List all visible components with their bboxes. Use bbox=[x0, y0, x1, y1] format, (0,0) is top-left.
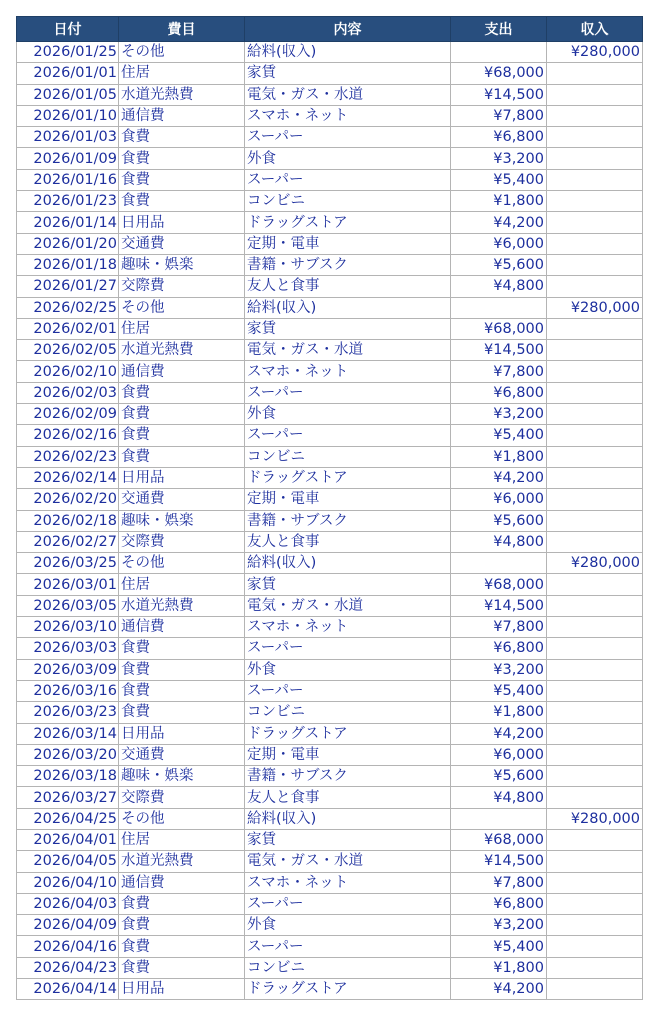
date-cell[interactable]: 2026/02/03 bbox=[17, 382, 119, 403]
description-cell[interactable]: コンビニ bbox=[245, 957, 451, 978]
expense-cell[interactable]: ¥5,600 bbox=[451, 766, 547, 787]
description-cell[interactable]: 友人と食事 bbox=[245, 531, 451, 552]
income-cell[interactable] bbox=[547, 191, 643, 212]
income-cell[interactable] bbox=[547, 979, 643, 1000]
date-cell[interactable]: 2026/02/16 bbox=[17, 425, 119, 446]
category-cell[interactable]: 趣味・娯楽 bbox=[119, 254, 245, 275]
category-cell[interactable]: 水道光熱費 bbox=[119, 595, 245, 616]
table-row bbox=[17, 127, 643, 148]
date-cell[interactable]: 2026/02/23 bbox=[17, 446, 119, 467]
category-cell[interactable]: 住居 bbox=[119, 829, 245, 850]
date-cell[interactable]: 2026/02/18 bbox=[17, 510, 119, 531]
income-cell[interactable] bbox=[547, 680, 643, 701]
income-cell[interactable] bbox=[547, 318, 643, 339]
table-row bbox=[17, 297, 643, 318]
description-cell[interactable]: スマホ・ネット bbox=[245, 105, 451, 126]
expense-cell[interactable]: ¥7,800 bbox=[451, 617, 547, 638]
table-body bbox=[17, 42, 643, 1000]
expense-cell[interactable]: ¥14,500 bbox=[451, 84, 547, 105]
table-row bbox=[17, 510, 643, 531]
expense-cell[interactable]: ¥1,800 bbox=[451, 702, 547, 723]
expense-cell[interactable]: ¥7,800 bbox=[451, 361, 547, 382]
date-cell[interactable]: 2026/03/01 bbox=[17, 574, 119, 595]
expense-cell[interactable]: ¥14,500 bbox=[451, 851, 547, 872]
table-row bbox=[17, 766, 643, 787]
category-cell[interactable]: 交際費 bbox=[119, 276, 245, 297]
date-cell[interactable]: 2026/01/09 bbox=[17, 148, 119, 169]
expense-cell[interactable] bbox=[451, 42, 547, 63]
expense-cell[interactable]: ¥6,000 bbox=[451, 233, 547, 254]
table-row bbox=[17, 574, 643, 595]
table-row bbox=[17, 638, 643, 659]
income-cell[interactable] bbox=[547, 957, 643, 978]
date-cell[interactable]: 2026/01/25 bbox=[17, 42, 119, 63]
expense-cell[interactable]: ¥4,200 bbox=[451, 979, 547, 1000]
category-cell[interactable]: 食費 bbox=[119, 148, 245, 169]
category-cell[interactable]: その他 bbox=[119, 42, 245, 63]
income-cell[interactable] bbox=[547, 276, 643, 297]
income-cell[interactable] bbox=[547, 467, 643, 488]
header-description[interactable]: 内容 bbox=[245, 17, 451, 42]
date-cell[interactable]: 2026/04/14 bbox=[17, 979, 119, 1000]
description-cell[interactable]: 家賃 bbox=[245, 829, 451, 850]
table-row bbox=[17, 254, 643, 275]
category-cell[interactable]: その他 bbox=[119, 553, 245, 574]
description-cell[interactable]: 電気・ガス・水道 bbox=[245, 340, 451, 361]
expense-cell[interactable]: ¥1,800 bbox=[451, 957, 547, 978]
date-cell[interactable]: 2026/01/05 bbox=[17, 84, 119, 105]
date-cell[interactable]: 2026/04/05 bbox=[17, 851, 119, 872]
table-row bbox=[17, 936, 643, 957]
income-cell[interactable] bbox=[547, 382, 643, 403]
table-row bbox=[17, 808, 643, 829]
expense-cell[interactable]: ¥6,800 bbox=[451, 893, 547, 914]
table-row bbox=[17, 489, 643, 510]
date-cell[interactable]: 2026/03/27 bbox=[17, 787, 119, 808]
table-row bbox=[17, 361, 643, 382]
category-cell[interactable]: 日用品 bbox=[119, 467, 245, 488]
table-row bbox=[17, 744, 643, 765]
description-cell[interactable]: 友人と食事 bbox=[245, 787, 451, 808]
table-row bbox=[17, 212, 643, 233]
date-cell[interactable]: 2026/03/05 bbox=[17, 595, 119, 616]
expense-cell[interactable]: ¥5,600 bbox=[451, 510, 547, 531]
table-row bbox=[17, 957, 643, 978]
category-cell[interactable]: 食費 bbox=[119, 127, 245, 148]
income-cell[interactable] bbox=[547, 404, 643, 425]
description-cell[interactable]: 定期・電車 bbox=[245, 233, 451, 254]
expense-cell[interactable]: ¥6,800 bbox=[451, 638, 547, 659]
category-cell[interactable]: 趣味・娯楽 bbox=[119, 510, 245, 531]
date-cell[interactable]: 2026/02/10 bbox=[17, 361, 119, 382]
expense-cell[interactable]: ¥7,800 bbox=[451, 105, 547, 126]
table-row bbox=[17, 404, 643, 425]
description-cell[interactable]: 外食 bbox=[245, 659, 451, 680]
income-cell[interactable] bbox=[547, 84, 643, 105]
description-cell[interactable]: 書籍・サブスク bbox=[245, 766, 451, 787]
description-cell[interactable]: コンビニ bbox=[245, 702, 451, 723]
income-cell[interactable] bbox=[547, 531, 643, 552]
category-cell[interactable]: 交通費 bbox=[119, 489, 245, 510]
category-cell[interactable]: 通信費 bbox=[119, 617, 245, 638]
category-cell[interactable]: 趣味・娯楽 bbox=[119, 766, 245, 787]
date-cell[interactable]: 2026/01/03 bbox=[17, 127, 119, 148]
income-cell[interactable] bbox=[547, 829, 643, 850]
expense-cell[interactable]: ¥6,800 bbox=[451, 382, 547, 403]
category-cell[interactable]: 食費 bbox=[119, 915, 245, 936]
category-cell[interactable]: 食費 bbox=[119, 936, 245, 957]
table-row bbox=[17, 829, 643, 850]
description-cell[interactable]: 家賃 bbox=[245, 574, 451, 595]
table-row bbox=[17, 63, 643, 84]
description-cell[interactable]: スマホ・ネット bbox=[245, 617, 451, 638]
expense-cell[interactable]: ¥4,800 bbox=[451, 787, 547, 808]
expense-cell[interactable]: ¥68,000 bbox=[451, 318, 547, 339]
date-cell[interactable]: 2026/03/10 bbox=[17, 617, 119, 638]
date-cell[interactable]: 2026/02/27 bbox=[17, 531, 119, 552]
description-cell[interactable]: 給料(収入) bbox=[245, 42, 451, 63]
category-cell[interactable]: 食費 bbox=[119, 702, 245, 723]
table-row bbox=[17, 382, 643, 403]
category-cell[interactable]: 通信費 bbox=[119, 105, 245, 126]
income-cell[interactable]: ¥280,000 bbox=[547, 808, 643, 829]
description-cell[interactable]: 家賃 bbox=[245, 63, 451, 84]
income-cell[interactable] bbox=[547, 659, 643, 680]
date-cell[interactable]: 2026/04/16 bbox=[17, 936, 119, 957]
expense-cell[interactable]: ¥1,800 bbox=[451, 191, 547, 212]
income-cell[interactable] bbox=[547, 340, 643, 361]
description-cell[interactable]: スーパー bbox=[245, 680, 451, 701]
date-cell[interactable]: 2026/02/05 bbox=[17, 340, 119, 361]
income-cell[interactable] bbox=[547, 872, 643, 893]
table-row bbox=[17, 148, 643, 169]
table-row bbox=[17, 531, 643, 552]
income-cell[interactable] bbox=[547, 361, 643, 382]
income-cell[interactable] bbox=[547, 638, 643, 659]
date-cell[interactable]: 2026/01/27 bbox=[17, 276, 119, 297]
income-cell[interactable] bbox=[547, 617, 643, 638]
description-cell[interactable]: 給料(収入) bbox=[245, 808, 451, 829]
date-cell[interactable]: 2026/02/09 bbox=[17, 404, 119, 425]
date-cell[interactable]: 2026/04/03 bbox=[17, 893, 119, 914]
income-cell[interactable] bbox=[547, 148, 643, 169]
category-cell[interactable]: 食費 bbox=[119, 446, 245, 467]
date-cell[interactable]: 2026/03/18 bbox=[17, 766, 119, 787]
description-cell[interactable]: 定期・電車 bbox=[245, 744, 451, 765]
income-cell[interactable] bbox=[547, 744, 643, 765]
expense-cell[interactable]: ¥4,200 bbox=[451, 467, 547, 488]
date-cell[interactable]: 2026/03/25 bbox=[17, 553, 119, 574]
table-row bbox=[17, 191, 643, 212]
table-row bbox=[17, 169, 643, 190]
category-cell[interactable]: 住居 bbox=[119, 63, 245, 84]
expense-cell[interactable]: ¥3,200 bbox=[451, 148, 547, 169]
description-cell[interactable]: スマホ・ネット bbox=[245, 361, 451, 382]
table-row bbox=[17, 105, 643, 126]
category-cell[interactable]: 食費 bbox=[119, 893, 245, 914]
date-cell[interactable]: 2026/01/01 bbox=[17, 63, 119, 84]
category-cell[interactable]: 食費 bbox=[119, 169, 245, 190]
expense-cell[interactable] bbox=[451, 297, 547, 318]
date-cell[interactable]: 2026/02/20 bbox=[17, 489, 119, 510]
description-cell[interactable]: 家賃 bbox=[245, 318, 451, 339]
spreadsheet bbox=[16, 16, 642, 1000]
expense-cell[interactable]: ¥4,200 bbox=[451, 723, 547, 744]
category-cell[interactable]: 日用品 bbox=[119, 723, 245, 744]
expense-cell[interactable]: ¥3,200 bbox=[451, 915, 547, 936]
table-row bbox=[17, 723, 643, 744]
table-row bbox=[17, 787, 643, 808]
category-cell[interactable]: 日用品 bbox=[119, 212, 245, 233]
category-cell[interactable]: 交通費 bbox=[119, 233, 245, 254]
date-cell[interactable]: 2026/03/20 bbox=[17, 744, 119, 765]
income-cell[interactable] bbox=[547, 893, 643, 914]
expense-cell[interactable]: ¥4,200 bbox=[451, 212, 547, 233]
household-ledger-table bbox=[16, 16, 643, 1000]
description-cell[interactable]: 電気・ガス・水道 bbox=[245, 84, 451, 105]
date-cell[interactable]: 2026/02/14 bbox=[17, 467, 119, 488]
category-cell[interactable]: 食費 bbox=[119, 191, 245, 212]
table-header bbox=[17, 17, 643, 42]
description-cell[interactable]: 給料(収入) bbox=[245, 553, 451, 574]
income-cell[interactable]: ¥280,000 bbox=[547, 553, 643, 574]
category-cell[interactable]: 食費 bbox=[119, 425, 245, 446]
income-cell[interactable] bbox=[547, 425, 643, 446]
expense-cell[interactable]: ¥6,000 bbox=[451, 744, 547, 765]
category-cell[interactable]: その他 bbox=[119, 297, 245, 318]
date-cell[interactable]: 2026/04/25 bbox=[17, 808, 119, 829]
description-cell[interactable]: コンビニ bbox=[245, 446, 451, 467]
expense-cell[interactable]: ¥68,000 bbox=[451, 574, 547, 595]
income-cell[interactable] bbox=[547, 936, 643, 957]
income-cell[interactable]: ¥280,000 bbox=[547, 297, 643, 318]
expense-cell[interactable]: ¥5,400 bbox=[451, 169, 547, 190]
table-row bbox=[17, 595, 643, 616]
description-cell[interactable]: 電気・ガス・水道 bbox=[245, 595, 451, 616]
table-row bbox=[17, 318, 643, 339]
description-cell[interactable]: 友人と食事 bbox=[245, 276, 451, 297]
category-cell[interactable]: その他 bbox=[119, 808, 245, 829]
table-row bbox=[17, 84, 643, 105]
description-cell[interactable]: コンビニ bbox=[245, 191, 451, 212]
date-cell[interactable]: 2026/01/23 bbox=[17, 191, 119, 212]
date-cell[interactable]: 2026/04/23 bbox=[17, 957, 119, 978]
description-cell[interactable]: スーパー bbox=[245, 127, 451, 148]
header-expense[interactable]: 支出 bbox=[451, 17, 547, 42]
category-cell[interactable]: 水道光熱費 bbox=[119, 851, 245, 872]
header-category[interactable]: 費目 bbox=[119, 17, 245, 42]
date-cell[interactable]: 2026/03/03 bbox=[17, 638, 119, 659]
date-cell[interactable]: 2026/03/23 bbox=[17, 702, 119, 723]
description-cell[interactable]: 書籍・サブスク bbox=[245, 510, 451, 531]
category-cell[interactable]: 食費 bbox=[119, 680, 245, 701]
category-cell[interactable]: 交際費 bbox=[119, 531, 245, 552]
expense-cell[interactable]: ¥14,500 bbox=[451, 340, 547, 361]
description-cell[interactable]: スーパー bbox=[245, 382, 451, 403]
category-cell[interactable]: 日用品 bbox=[119, 979, 245, 1000]
income-cell[interactable] bbox=[547, 915, 643, 936]
expense-cell[interactable]: ¥68,000 bbox=[451, 63, 547, 84]
description-cell[interactable]: ドラッグストア bbox=[245, 212, 451, 233]
table-row bbox=[17, 680, 643, 701]
expense-cell[interactable]: ¥6,000 bbox=[451, 489, 547, 510]
description-cell[interactable]: 定期・電車 bbox=[245, 489, 451, 510]
category-cell[interactable]: 通信費 bbox=[119, 361, 245, 382]
category-cell[interactable]: 食費 bbox=[119, 957, 245, 978]
expense-cell[interactable]: ¥4,800 bbox=[451, 276, 547, 297]
description-cell[interactable]: スーパー bbox=[245, 893, 451, 914]
table-row bbox=[17, 340, 643, 361]
description-cell[interactable]: 電気・ガス・水道 bbox=[245, 851, 451, 872]
table-row bbox=[17, 446, 643, 467]
category-cell[interactable]: 交際費 bbox=[119, 787, 245, 808]
expense-cell[interactable]: ¥5,400 bbox=[451, 680, 547, 701]
category-cell[interactable]: 水道光熱費 bbox=[119, 340, 245, 361]
income-cell[interactable] bbox=[547, 595, 643, 616]
description-cell[interactable]: スマホ・ネット bbox=[245, 872, 451, 893]
date-cell[interactable]: 2026/03/16 bbox=[17, 680, 119, 701]
table-row bbox=[17, 425, 643, 446]
expense-cell[interactable]: ¥1,800 bbox=[451, 446, 547, 467]
table-row bbox=[17, 702, 643, 723]
table-row bbox=[17, 42, 643, 63]
header-income[interactable]: 収入 bbox=[547, 17, 643, 42]
category-cell[interactable]: 食費 bbox=[119, 659, 245, 680]
description-cell[interactable]: 給料(収入) bbox=[245, 297, 451, 318]
expense-cell[interactable] bbox=[451, 808, 547, 829]
expense-cell[interactable]: ¥4,800 bbox=[451, 531, 547, 552]
income-cell[interactable] bbox=[547, 489, 643, 510]
income-cell[interactable] bbox=[547, 851, 643, 872]
table-row bbox=[17, 872, 643, 893]
table-row bbox=[17, 915, 643, 936]
table-row bbox=[17, 467, 643, 488]
description-cell[interactable]: スーパー bbox=[245, 936, 451, 957]
description-cell[interactable]: スーパー bbox=[245, 425, 451, 446]
expense-cell[interactable]: ¥5,400 bbox=[451, 936, 547, 957]
income-cell[interactable] bbox=[547, 574, 643, 595]
table-row bbox=[17, 851, 643, 872]
income-cell[interactable] bbox=[547, 766, 643, 787]
category-cell[interactable]: 食費 bbox=[119, 404, 245, 425]
date-cell[interactable]: 2026/04/10 bbox=[17, 872, 119, 893]
expense-cell[interactable]: ¥14,500 bbox=[451, 595, 547, 616]
description-cell[interactable]: 外食 bbox=[245, 915, 451, 936]
date-cell[interactable]: 2026/01/18 bbox=[17, 254, 119, 275]
header-row bbox=[17, 17, 643, 42]
category-cell[interactable]: 食費 bbox=[119, 638, 245, 659]
expense-cell[interactable]: ¥3,200 bbox=[451, 659, 547, 680]
table-row bbox=[17, 276, 643, 297]
table-row bbox=[17, 233, 643, 254]
expense-cell[interactable]: ¥6,800 bbox=[451, 127, 547, 148]
income-cell[interactable] bbox=[547, 254, 643, 275]
category-cell[interactable]: 住居 bbox=[119, 318, 245, 339]
description-cell[interactable]: ドラッグストア bbox=[245, 723, 451, 744]
income-cell[interactable] bbox=[547, 127, 643, 148]
table-row bbox=[17, 617, 643, 638]
date-cell[interactable]: 2026/03/09 bbox=[17, 659, 119, 680]
description-cell[interactable]: スーパー bbox=[245, 638, 451, 659]
income-cell[interactable] bbox=[547, 510, 643, 531]
table-row bbox=[17, 659, 643, 680]
income-cell[interactable] bbox=[547, 212, 643, 233]
header-date[interactable]: 日付 bbox=[17, 17, 119, 42]
date-cell[interactable]: 2026/04/01 bbox=[17, 829, 119, 850]
date-cell[interactable]: 2026/01/20 bbox=[17, 233, 119, 254]
income-cell[interactable] bbox=[547, 233, 643, 254]
date-cell[interactable]: 2026/01/16 bbox=[17, 169, 119, 190]
description-cell[interactable]: 書籍・サブスク bbox=[245, 254, 451, 275]
date-cell[interactable]: 2026/02/25 bbox=[17, 297, 119, 318]
description-cell[interactable]: ドラッグストア bbox=[245, 979, 451, 1000]
table-row bbox=[17, 553, 643, 574]
income-cell[interactable] bbox=[547, 723, 643, 744]
income-cell[interactable] bbox=[547, 63, 643, 84]
date-cell[interactable]: 2026/01/10 bbox=[17, 105, 119, 126]
income-cell[interactable] bbox=[547, 446, 643, 467]
date-cell[interactable]: 2026/03/14 bbox=[17, 723, 119, 744]
category-cell[interactable]: 水道光熱費 bbox=[119, 84, 245, 105]
expense-cell[interactable]: ¥7,800 bbox=[451, 872, 547, 893]
expense-cell[interactable]: ¥5,400 bbox=[451, 425, 547, 446]
expense-cell[interactable]: ¥68,000 bbox=[451, 829, 547, 850]
table-row bbox=[17, 893, 643, 914]
category-cell[interactable]: 住居 bbox=[119, 574, 245, 595]
description-cell[interactable]: スーパー bbox=[245, 169, 451, 190]
expense-cell[interactable] bbox=[451, 553, 547, 574]
income-cell[interactable] bbox=[547, 702, 643, 723]
date-cell[interactable]: 2026/04/09 bbox=[17, 915, 119, 936]
income-cell[interactable] bbox=[547, 105, 643, 126]
category-cell[interactable]: 交通費 bbox=[119, 744, 245, 765]
income-cell[interactable] bbox=[547, 169, 643, 190]
expense-cell[interactable]: ¥5,600 bbox=[451, 254, 547, 275]
income-cell[interactable] bbox=[547, 787, 643, 808]
table-row bbox=[17, 979, 643, 1000]
date-cell[interactable]: 2026/01/14 bbox=[17, 212, 119, 233]
description-cell[interactable]: 外食 bbox=[245, 404, 451, 425]
description-cell[interactable]: ドラッグストア bbox=[245, 467, 451, 488]
date-cell[interactable]: 2026/02/01 bbox=[17, 318, 119, 339]
description-cell[interactable]: 外食 bbox=[245, 148, 451, 169]
category-cell[interactable]: 通信費 bbox=[119, 872, 245, 893]
income-cell[interactable]: ¥280,000 bbox=[547, 42, 643, 63]
expense-cell[interactable]: ¥3,200 bbox=[451, 404, 547, 425]
category-cell[interactable]: 食費 bbox=[119, 382, 245, 403]
